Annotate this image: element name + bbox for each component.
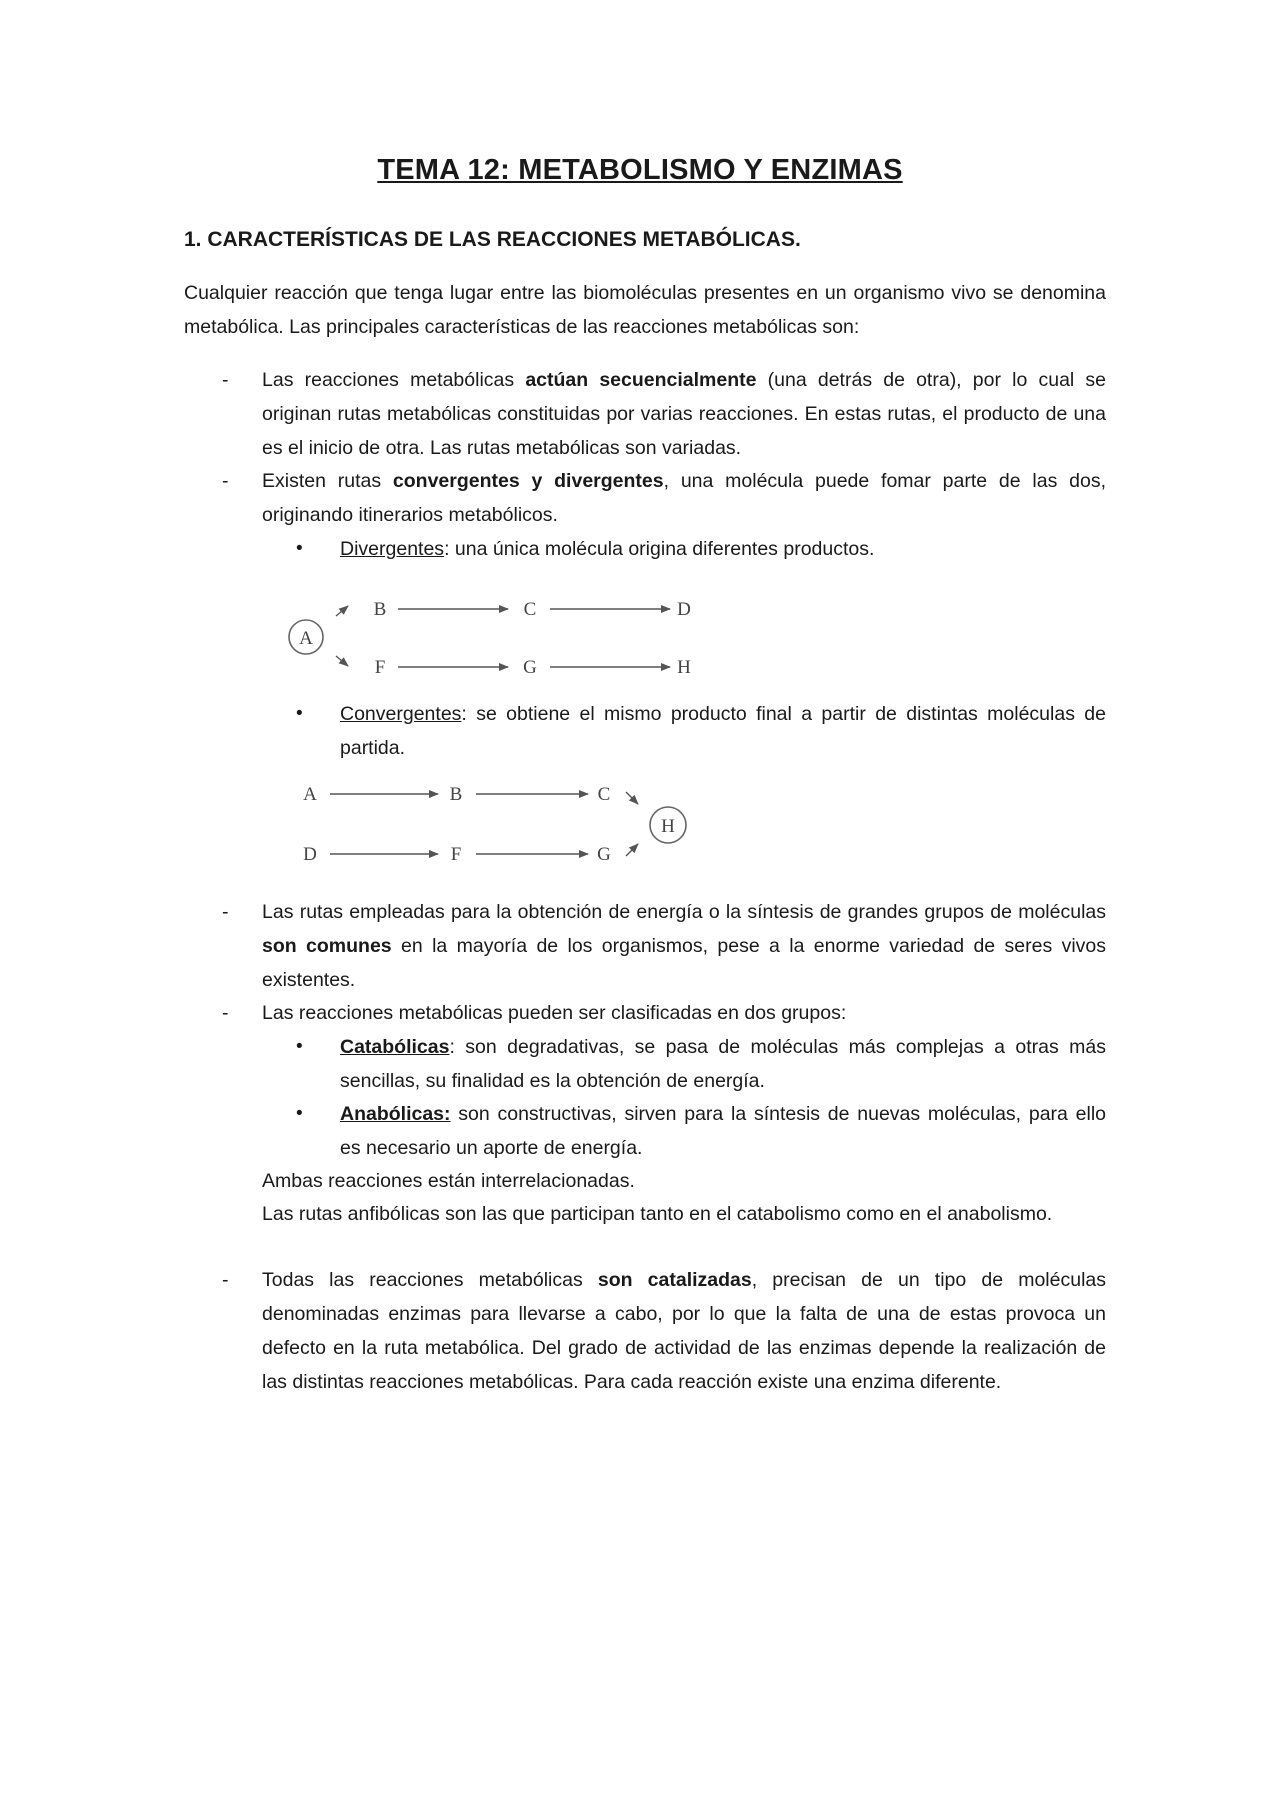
page-title: TEMA 12: METABOLISMO Y ENZIMAS bbox=[377, 154, 903, 186]
list-dash: - bbox=[222, 1002, 229, 1024]
bullet: • bbox=[296, 1036, 303, 1057]
node-C: C bbox=[597, 784, 611, 805]
bullet: • bbox=[296, 1103, 303, 1124]
node-F: F bbox=[450, 844, 462, 865]
node-B: B bbox=[449, 784, 463, 805]
node-B: B bbox=[373, 599, 387, 620]
bullet-catabolicas: Catabólicas: son degradativas, se pasa de moléculas más complejas a otras más sencillas, su finalidad es la obtención de energía. bbox=[340, 1036, 1106, 1092]
list-dash: - bbox=[222, 369, 229, 391]
convergent-diagram bbox=[290, 770, 710, 870]
list-item-secuencial: Las reacciones metabólicas actúan secuencialmente (una detrás de otra), por lo cual se originan rutas metabólicas constituidas por varias reacciones. En estas rutas, el producto de una es el inicio de otra. Las rutas metabólicas son variadas. bbox=[262, 369, 1107, 459]
node-D: D bbox=[677, 599, 691, 620]
paragraph-anfibolicas: Las rutas anfibólicas son las que participan tanto en el catabolismo como en el anabolismo. bbox=[262, 1203, 1053, 1225]
intro-paragraph: Cualquier reacción que tenga lugar entre las biomoléculas presentes en un organismo vivo se denomina metabólica. Las principales características de las reacciones metabólicas son: bbox=[184, 282, 1106, 338]
node-A: A bbox=[303, 784, 317, 805]
node-H: H bbox=[661, 816, 675, 837]
bullet-anabolicas: Anabólicas: son constructivas, sirven para la síntesis de nuevas moléculas, para ello es necesario un aporte de energía. bbox=[340, 1103, 1106, 1159]
node-G: G bbox=[523, 657, 537, 678]
list-dash: - bbox=[222, 1269, 229, 1291]
paragraph-ambas: Ambas reacciones están interrelacionadas. bbox=[262, 1170, 635, 1192]
list-item-clasificacion: Las reacciones metabólicas pueden ser clasificadas en dos grupos: bbox=[262, 1002, 847, 1024]
bullet: • bbox=[296, 538, 303, 559]
list-dash: - bbox=[222, 470, 229, 492]
list-item-convergentes-divergentes: Existen rutas convergentes y divergentes, una molécula puede fomar parte de las dos, originando itinerarios metabólicos. bbox=[262, 470, 1106, 526]
list-dash: - bbox=[222, 901, 229, 923]
list-item-catalizadas: Todas las reacciones metabólicas son catalizadas, precisan de un tipo de moléculas denominadas enzimas para llevarse a cabo, por lo que la falta de una de estas provoca un defecto en la ruta metabólica. Del grado de actividad de las enzimas depende la realización de las distintas reacciones metabólicas. Para cada reacción existe una enzima diferente. bbox=[262, 1269, 1106, 1393]
section-heading: 1. CARACTERÍSTICAS DE LAS REACCIONES METABÓLICAS. bbox=[184, 228, 801, 251]
node-A: A bbox=[299, 628, 313, 649]
node-G: G bbox=[597, 844, 611, 865]
node-C: C bbox=[523, 599, 537, 620]
bullet-convergentes: Convergentes: se obtiene el mismo producto final a partir de distintas moléculas de partida. bbox=[340, 703, 1106, 759]
node-F: F bbox=[374, 657, 386, 678]
divergent-diagram bbox=[280, 584, 720, 684]
node-D: D bbox=[303, 844, 317, 865]
bullet-divergentes: Divergentes: una única molécula origina diferentes productos. bbox=[340, 538, 875, 560]
bullet: • bbox=[296, 703, 303, 724]
list-item-rutas-comunes: Las rutas empleadas para la obtención de energía o la síntesis de grandes grupos de moléculas son comunes en la mayoría de los organismos, pese a la enorme variedad de seres vivos existentes. bbox=[262, 901, 1106, 991]
node-H: H bbox=[677, 657, 691, 678]
